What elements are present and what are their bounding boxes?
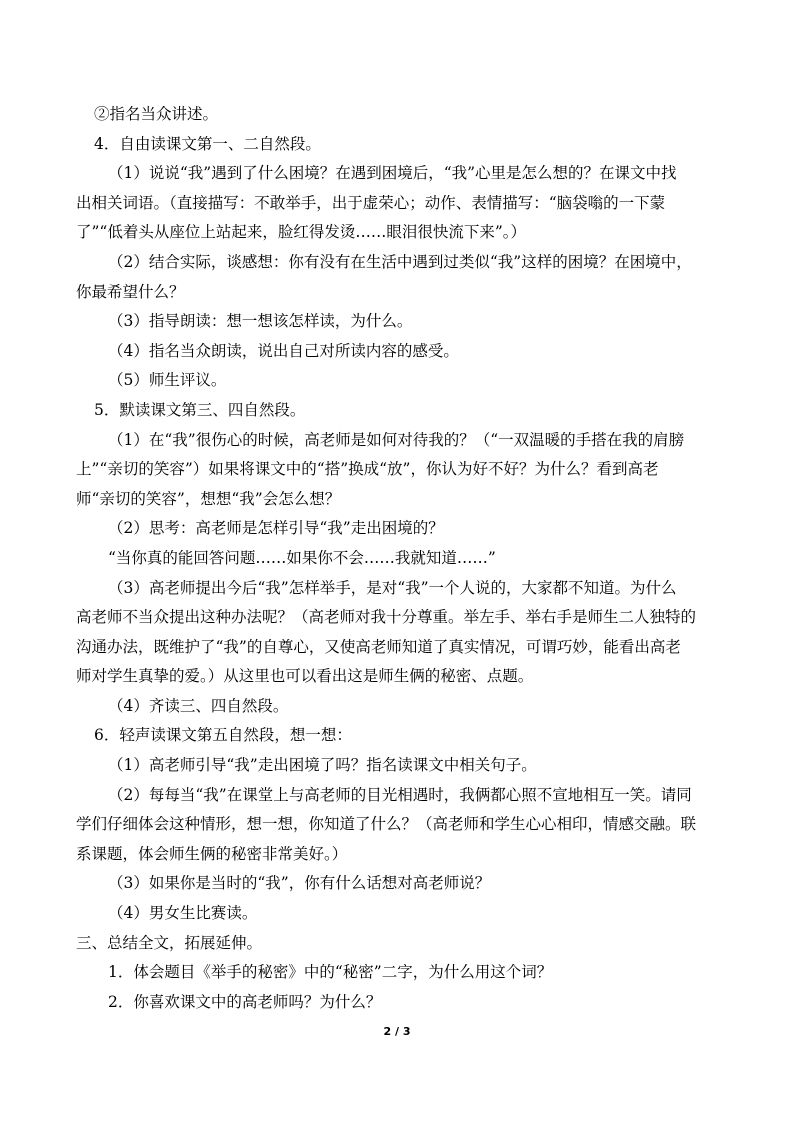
text-line: 师对学生真挚的爱。）从这里也可以看出这是师生俩的秘密、点题。 (76, 667, 534, 686)
text-line: （3）高老师提出今后“我”怎样举手，是对“我”一个人说的，大家都不知道。为什么 (108, 578, 677, 597)
text-line: 系课题，体会师生俩的秘密非常美好。） (76, 844, 348, 863)
text-line: （5）师生评议。 (108, 371, 227, 390)
text-line: 5．默读课文第三、四自然段。 (94, 400, 306, 419)
text-line: ②指名当众讲述。 (94, 105, 219, 123)
text-line: 出相关词语。（直接描写：不敢举手，出于虚荣心；动作、表情描写：“脑袋嗡的一下蒙 (76, 193, 666, 212)
text-line: 师“亲切的笑容”，想想“我”会怎么想？ (76, 489, 341, 508)
text-line: 高老师不当众提出这种办法呢？（高老师对我十分尊重。举左手、举右手是师生二人独特的 (76, 608, 697, 627)
text-line: 了”“低着头从座位上站起来，脸红得发烫……眼泪很快流下来”。） (76, 223, 527, 242)
text-line: “当你真的能回答问题……如果你不会……我就知道……” (108, 548, 496, 567)
text-line: 你最希望什么？ (76, 282, 185, 301)
text-line: （1）说说“我”遇到了什么困境？在遇到困境后，“我”心里是怎么想的？在课文中找 (108, 164, 677, 183)
text-line: 4．自由读课文第一、二自然段。 (94, 134, 321, 153)
document-body (76, 100, 720, 1017)
text-line: （3）如果你是当时的“我”，你有什么话想对高老师说？ (108, 874, 491, 893)
text-line: 6．轻声读课文第五自然段，想一想： (94, 726, 352, 745)
text-line: （2）结合实际，谈感想：你有没有在生活中遇到过类似“我”这样的困境？在困境中， (108, 252, 692, 271)
text-line: （4）齐读三、四自然段。 (108, 696, 289, 715)
text-line: 学们仔细体会这种情形，想一想，你知道了什么？（高老师和学生心心相印，情感交融。联 (76, 815, 697, 834)
text-line: 1．体会题目《举手的秘密》中的“秘密”二字，为什么用这个词？ (108, 963, 553, 982)
text-line: （2）每每当“我”在课堂上与高老师的目光相遇时，我俩都心照不宣地相互一笑。请同 (108, 785, 692, 804)
text-line: （4）男女生比赛读。 (108, 904, 258, 923)
text-line: 上”“亲切的笑容”）如果将课文中的“搭”换成“放”，你认为好不好？为什么？看到高老 (76, 460, 659, 479)
text-line: （2）思考：高老师是怎样引导“我”走出困境的？ (108, 519, 444, 538)
text-line: （4）指名当众朗读，说出自己对所读内容的感受。 (108, 341, 459, 360)
text-line: 2．你喜欢课文中的高老师吗？为什么？ (108, 992, 382, 1011)
text-line: （3）指导朗读：想一想该怎样读，为什么。 (108, 312, 413, 331)
page-number: 2 / 3 (383, 1025, 411, 1038)
section-heading: 三、总结全文，拓展延伸。 (76, 933, 263, 952)
text-line: （1）高老师引导“我”走出困境了吗？指名读课文中相关句子。 (108, 756, 537, 775)
text-line: （1）在“我”很伤心的时候，高老师是如何对待我的？（“一双温暖的手搭在我的肩膀 (108, 430, 685, 449)
text-line: 沟通办法，既维护了“我”的自尊心，又使高老师知道了真实情况，可谓巧妙，能看出高老 (76, 637, 681, 656)
